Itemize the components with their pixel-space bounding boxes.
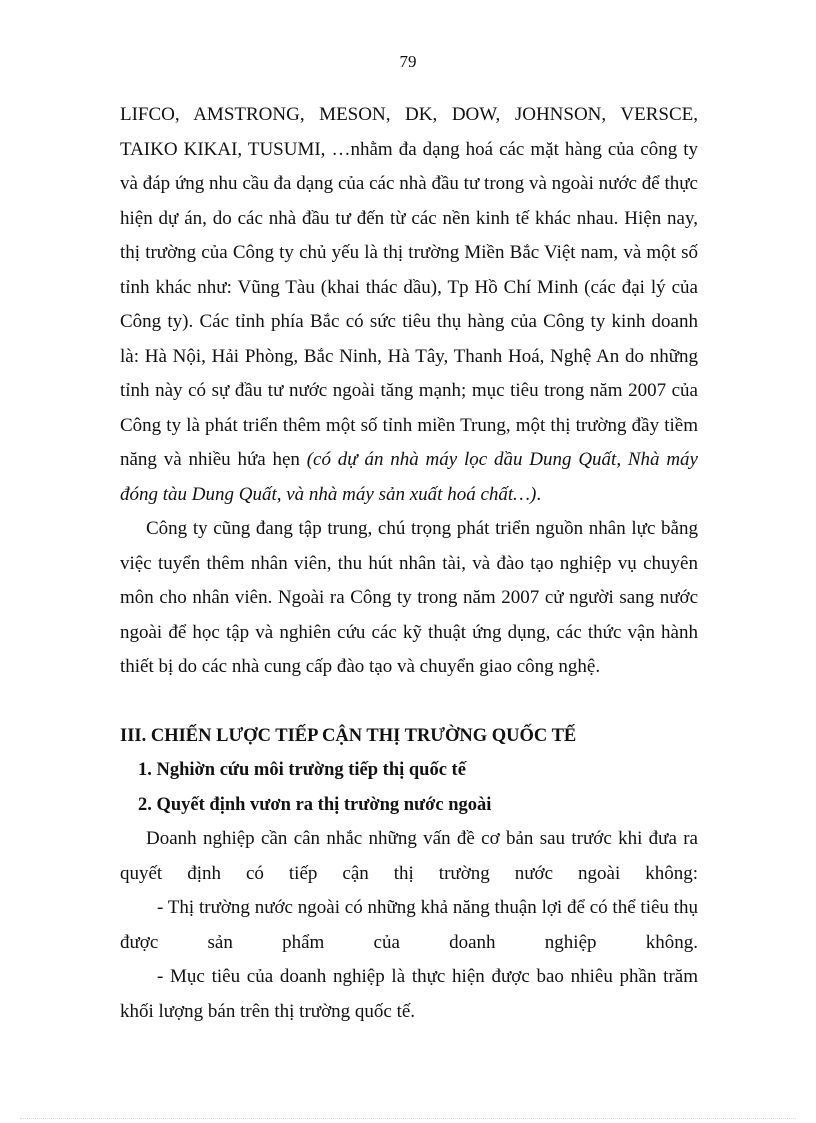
- page-bottom-rule: [20, 1118, 796, 1119]
- section-heading: III. CHIẾN LƯỢC TIẾP CẬN THỊ TRƯỜNG QUỐC TẾ: [120, 725, 577, 746]
- page-number: 79: [399, 52, 417, 71]
- paragraph-text: LIFCO, AMSTRONG, MESON, DK, DOW, JOHNSON, VERSCE, TAIKO KIKAI, TUSUMI, …nhằm đa dạng hoá các mặt hàng của công ty và đáp ứng nhu cầu đa dạng của các nhà đầu tư trong và ngoài nước để thực hiện dự án, do các nhà đầu tư đến từ các nền kinh tế khác nhau. Hiện nay, thị trường của Công ty chủ yếu là thị trường Miền Bắc Việt nam, và một số tỉnh khác như: Vũng Tàu (khai thác dầu), Tp Hồ Chí Minh (các đại lý của Công ty). Các tỉnh phía Bắc có sức tiêu thụ hàng của Công ty kinh doanh là: Hà Nội, Hải Phòng, Bắc Ninh, Hà Tây, Thanh Hoá, Nghệ An do những tỉnh này có sự đầu tư nước ngoài tăng mạnh; mục tiêu trong năm 2007 của Công ty là phát triển thêm một số tỉnh miền Trung, một thị trường đầy tiềm năng và nhiều hứa hẹn: [120, 104, 698, 470]
- paragraph-human-resources: Công ty cũng đang tập trung, chú trọng phát triển nguồn nhân lực bằng việc tuyển thêm nhân viên, thu hút nhân tài, và đào tạo nghiệp vụ chuyên môn cho nhân viên. Ngoài ra Công ty trong năm 2007 cử người sang nước ngoài để học tập và nghiên cứu các kỹ thuật ứng dụng, các thức vận hành thiết bị do các nhà cung cấp đào tạo và chuyển giao công nghệ.: [120, 518, 698, 677]
- paragraph-period: .: [536, 483, 542, 505]
- document-body: [120, 98, 698, 1029]
- bullet-2-line-1: - Mục tiêu của doanh nghiệp là thực hiện được bao nhiêu phần trăm: [157, 966, 698, 987]
- intro-line-1: Doanh nghiệp cần cân nhắc những vấn đề cơ bản sau trước khi đưa ra: [146, 828, 698, 849]
- paragraph-italic-projects: (có dự án nhà máy lọc dầu Dung Quất, Nhà máy đóng tàu Dung Quất, và nhà máy sản xuất hoá chất…): [120, 449, 698, 505]
- bullet-1-line-1: - Thị trường nước ngoài có những khả năng thuận lợi để có thể tiêu thụ: [157, 897, 698, 918]
- bullet-1-line-2: được sản phẩm của doanh nghiệp không.: [120, 931, 698, 953]
- bullet-2-line-2: khối lượng bán trên thị trường quốc tế.: [120, 1000, 416, 1022]
- subheading-2: 2. Quyết định vươn ra thị trường nước ngoài: [138, 794, 492, 815]
- subheading-1: 1. Nghiờn cứu môi trường tiếp thị quốc tế: [138, 760, 466, 780]
- paragraph-clients-markets: [120, 98, 698, 512]
- intro-line-2: quyết định có tiếp cận thị trường nước ngoài không:: [120, 862, 698, 884]
